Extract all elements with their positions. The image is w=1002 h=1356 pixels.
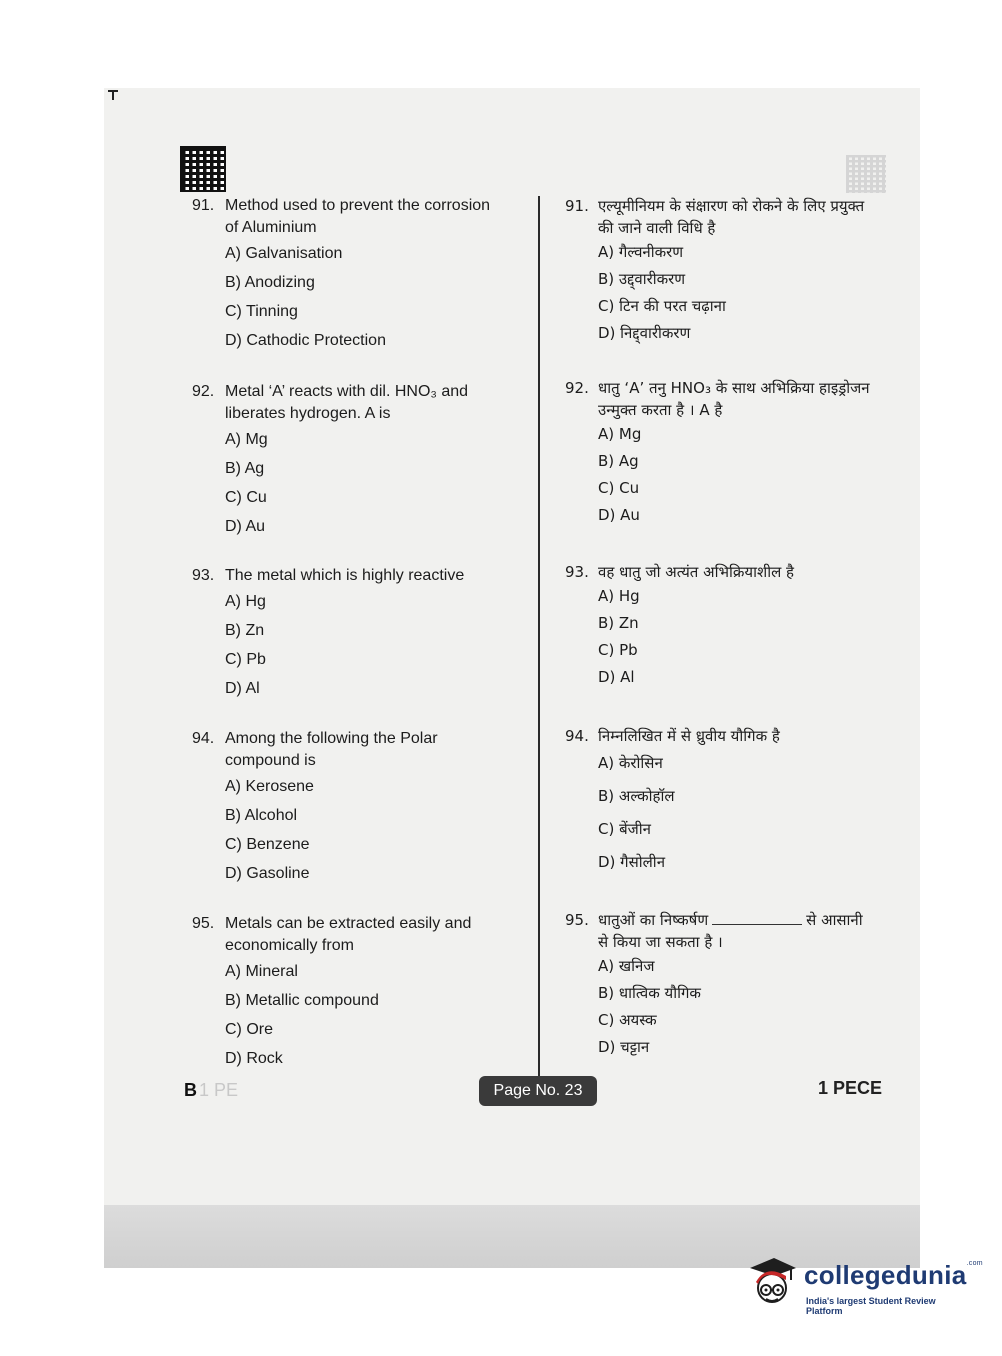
question-number: 92.	[565, 379, 589, 397]
question-number: 93.	[565, 563, 589, 581]
option-c[interactable]: C) Pb	[598, 641, 638, 659]
option-d[interactable]: D) चट्टान	[598, 1038, 650, 1056]
option-a[interactable]: A) Kerosene	[225, 778, 314, 795]
question-92-en	[192, 381, 532, 541]
option-b[interactable]: B) Ag	[598, 452, 639, 470]
option-a[interactable]: A) Hg	[225, 593, 266, 610]
logo-suffix: .com	[966, 1260, 983, 1267]
option-c[interactable]: C) अयस्क	[598, 1011, 657, 1029]
option-c[interactable]: C) Pb	[225, 651, 266, 668]
option-d[interactable]: D) गैसोलीन	[598, 853, 666, 871]
option-a[interactable]: A) Mg	[225, 431, 268, 448]
paper-code: 1 PECE	[818, 1078, 883, 1098]
question-91-hi	[565, 195, 895, 347]
option-c[interactable]: C) टिन की परत चढ़ाना	[598, 297, 726, 315]
option-d[interactable]: D) Gasoline	[225, 865, 310, 882]
collegedunia-logo[interactable]	[744, 1252, 983, 1316]
option-b[interactable]: B) Zn	[225, 622, 265, 639]
bleed-through-code: 1 PE	[199, 1080, 239, 1100]
question-91-en	[192, 195, 532, 355]
question-text: वह धातु जो अत्यंत अभिक्रियाशील है	[598, 563, 794, 581]
option-b[interactable]: B) धात्विक यौगिक	[598, 984, 701, 1002]
option-a[interactable]: A) खनिज	[598, 957, 655, 975]
question-93-en	[192, 565, 532, 703]
question-95-hi	[565, 909, 895, 1061]
crop-mark	[112, 90, 114, 100]
option-b[interactable]: B) Metallic compound	[225, 992, 379, 1009]
question-92-hi	[565, 377, 895, 529]
option-d[interactable]: D) Rock	[225, 1050, 283, 1067]
question-number: 92.	[192, 383, 215, 400]
option-a[interactable]: A) Hg	[598, 587, 640, 605]
booklet-code	[184, 1080, 238, 1101]
question-number: 91.	[565, 197, 589, 215]
option-b[interactable]: B) Zn	[598, 614, 639, 632]
question-number: 93.	[192, 567, 215, 584]
question-number: 91.	[192, 197, 215, 214]
page-number-badge: Page No. 23	[479, 1076, 597, 1106]
question-text: Metal ‘A’ reacts with dil. HNO₃ and	[225, 383, 469, 400]
option-d[interactable]: D) Au	[225, 518, 266, 535]
question-text: liberates hydrogen. A is	[225, 405, 391, 422]
logo-name-text: collegedunia	[804, 1260, 967, 1290]
option-b[interactable]: B) उद्द्वारीकरण	[598, 270, 686, 288]
question-93-hi	[565, 561, 895, 691]
option-b[interactable]: B) Ag	[225, 460, 265, 477]
question-text: The metal which is highly reactive	[225, 567, 465, 584]
option-d[interactable]: D) Al	[598, 668, 635, 686]
option-d[interactable]: D) Au	[598, 506, 640, 524]
option-a[interactable]: A) Mg	[598, 425, 642, 443]
question-text: धातु ‘A’ तनु HNO₃ के साथ अभिक्रिया हाइड्रोजन	[598, 379, 870, 397]
option-d[interactable]: D) Al	[225, 680, 260, 697]
question-text: economically from	[225, 937, 354, 954]
qr-code-icon	[182, 148, 224, 190]
option-a[interactable]: A) Mineral	[225, 963, 298, 980]
answer-blank	[712, 910, 802, 925]
option-d[interactable]: D) Cathodic Protection	[225, 332, 386, 349]
option-b[interactable]: B) Alcohol	[225, 807, 298, 824]
question-text: compound is	[225, 752, 316, 769]
booklet-code-letter: B	[184, 1080, 197, 1100]
option-d[interactable]: D) निद्द्वारीकरण	[598, 324, 691, 342]
question-text: धातुओं का निष्कर्षण	[598, 911, 709, 929]
question-94-en	[192, 728, 532, 888]
option-c[interactable]: C) Tinning	[225, 303, 298, 320]
question-text: की जाने वाली विधि है	[598, 219, 716, 237]
question-text: Metals can be extracted easily and	[225, 915, 472, 932]
column-divider	[538, 196, 540, 1076]
question-number: 94.	[192, 730, 215, 747]
option-a[interactable]: A) Galvanisation	[225, 245, 343, 262]
option-c[interactable]: C) Benzene	[225, 836, 310, 853]
question-text: Among the following the Polar	[225, 730, 438, 747]
question-number: 94.	[565, 727, 589, 745]
option-c[interactable]: C) Cu	[225, 489, 267, 506]
question-text: से किया जा सकता है ।	[598, 933, 723, 951]
option-a[interactable]: A) केरोसिन	[598, 754, 663, 772]
student-mascot-icon	[744, 1254, 800, 1310]
question-text: उन्मुक्त करता है । A है	[598, 401, 723, 419]
question-text: of Aluminium	[225, 219, 317, 236]
question-text: निम्नलिखित में से ध्रुवीय यौगिक है	[598, 727, 780, 745]
logo-tagline: India's largest Student Review Platform	[806, 1296, 936, 1316]
question-95-en	[192, 913, 532, 1073]
option-c[interactable]: C) बेंजीन	[598, 820, 651, 838]
question-number: 95.	[192, 915, 215, 932]
question-94-hi	[565, 725, 895, 879]
option-b[interactable]: B) अल्कोहॉल	[598, 787, 675, 805]
option-c[interactable]: C) Cu	[598, 479, 640, 497]
bleed-through-qr-icon	[846, 155, 886, 193]
question-number: 95.	[565, 911, 589, 929]
option-b[interactable]: B) Anodizing	[225, 274, 315, 291]
logo-wordmark	[804, 1260, 983, 1291]
question-text: Method used to prevent the corrosion	[225, 197, 491, 214]
question-text: से आसानी	[806, 911, 863, 929]
option-c[interactable]: C) Ore	[225, 1021, 273, 1038]
question-text: एल्यूमीनियम के संक्षारण को रोकने के लिए प्रयुक्त	[598, 197, 865, 215]
option-a[interactable]: A) गैल्वनीकरण	[598, 243, 684, 261]
